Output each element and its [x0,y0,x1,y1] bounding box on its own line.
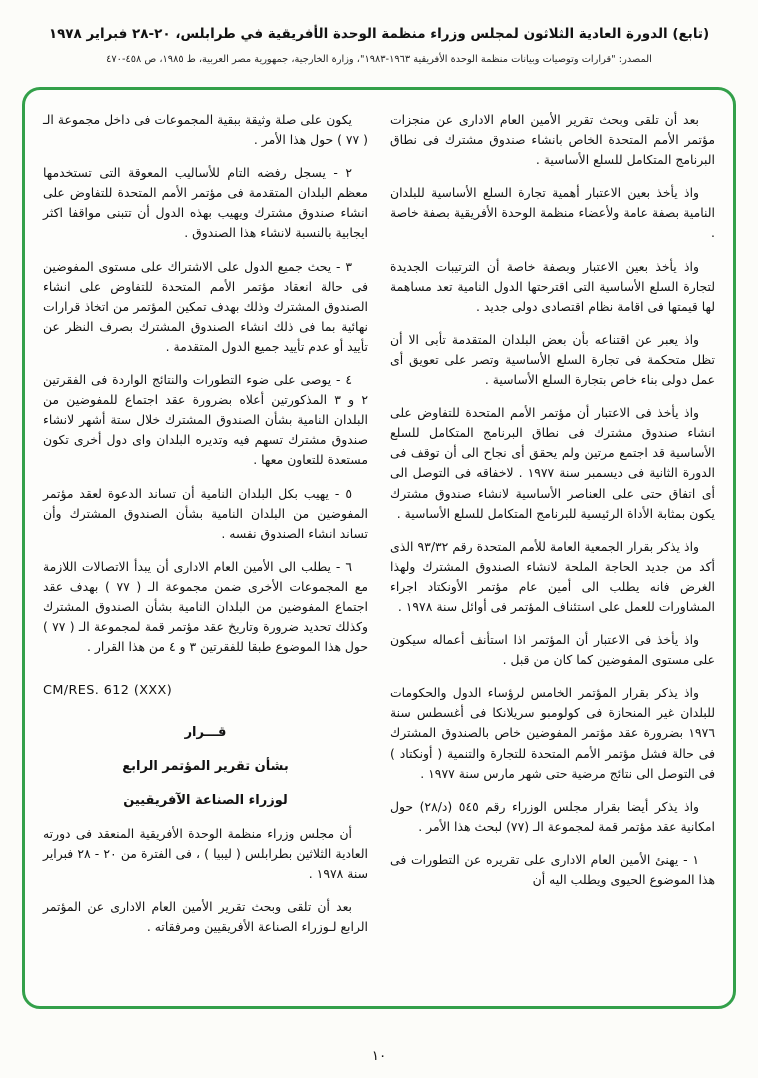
paragraph: واذ يأخذ بعين الاعتبار أهمية تجارة السلع الأساسية للبلدان النامية بصفة عامة ولأعضاء منظمة الوحدة الأفريقية بصفة خاصة . [390,185,715,241]
resolution-subheading: لوزراء الصناعة الآفريقيين [123,793,288,809]
paragraph: بعد أن تلقى وبحث تقرير الأمين العام الادارى عن منجزات مؤتمر الأمم المتحدة الخاص بانشاء صندوق مشترك فى نطاق البرنامج المتكامل للسلع الأساسية . [390,112,715,168]
header-title: (تابع) الدورة العادية الثلاثون لمجلس وزراء منظمة الوحدة الأفريقية في طرابلس، ٢٠-٢٨ فبراير ١٩٧٨ [48,26,710,42]
paragraph: ٣ - يحث جميع الدول على الاشتراك على مستوى المفوضين فى حالة انعقاد مؤتمر الأمم المتحدة للتفاوض على انشاء الصندوق المشترك وذلك بهدف تمكين المؤتمر من اتخاذ قرارات نهائية بما فى ذلك انشاء الصندوق المشترك بصرف النظر عن تأييد أو عدم تأييد جميع الدول المتقدمة . [43,258,368,354]
resolution-heading: قـــرار [184,724,227,740]
paragraph: واذ يعبر عن اقتناعه بأن بعض البلدان المتقدمة تأبى الا أن تظل متحكمة فى تجارة السلع الأساسية وتصر على تعويق أى عمل دولى بناء خاص بتجارة السلع الأساسية . [390,331,715,388]
column-left [43,110,368,994]
paragraph: ٢ - يسجل رفضه التام للأساليب المعوقة التى تستخدمها معظم البلدان المتقدمة فى مؤتمر الأمم المتحدة للتفاوض على انشاء صندوق مشترك ويهيب بهذه الدول أن تتبنى مواقفا اكثر ايجابية بالنسبة لانشاء هذا الصندوق . [43,165,368,241]
paragraph: ٥ - يهيب بكل البلدان النامية أن تساند الدعوة لعقد مؤتمر المفوضين من البلدان النامية بشأن الصندوق المشترك وأن تساند انشاء الصندوق نفسه . [43,485,368,541]
paragraph: واذ يأخذ فى الاعتبار أن مؤتمر الأمم المتحدة للتفاوض على انشاء صندوق مشترك فى نطاق البرنامج المتكامل للسلع الأساسية قد اجتمع مرتين ولم يحقق أى نجاح الى أن توقف فى الدورة الثانية فى ديسمبر سنة ١٩٧٧ . لاخفاقه فى التوصل الى أى اتفاق حتى على العناصر الأساسية لانشاء صندوق مشترك يكون بمثابة الأداة الرئيسية للبرنامج المتكامل للسلع الأساسية . [390,405,715,521]
paragraph: واذ يأخذ فى الاعتبار أن المؤتمر اذا استأنف أعماله سيكون على مستوى المفوضين كما كان من قبل . [390,632,715,668]
paragraph: واذ يذكر أيضا بقرار مجلس الوزراء رقم ٥٤٥ (د/٢٨) حول امكانية عقد مؤتمر قمة لمجموعة الـ (٧٧) لبحث هذا الأمر . [390,798,715,834]
paragraph: واذ يأخذ بعين الاعتبار وبصفة خاصة أن الترتيبات الجديدة لتجارة السلع الأساسية التى اقترحتها الدول النامية تعد مساهمة لها قيمتها فى اقامة نظام اقتصادى دولى جديد . [390,258,715,314]
header-source: المصدر: "قرارات وتوصيات وبيانات منظمة الوحدة الأفريقية ١٩٦٣-١٩٨٣"، وزارة الخارجية، جمهورية مصر العربية، ط ١٩٨٥، ص ٤٥٨-٤٧٠ [106,54,652,65]
paragraph: ١ - يهنئ الأمين العام الادارى على تقريره عن التطورات فى هذا الموضوع الحيوى ويطلب اليه أن [390,851,715,887]
paragraph: يكون على صلة وثيقة ببقية المجموعات فى داخل مجموعة الـ ( ٧٧ ) حول هذا الأمر . [43,112,368,148]
column-right [390,110,715,994]
paragraph: ٤ - يوصى على ضوء التطورات والنتائج الواردة فى الفقرتين ٢ و ٣ المذكورتين أعلاه بضرورة عقد اجتماع للمفوضين من البلدان النامية بشأن الصندوق المشترك خلال ستة أشهر لانشاء صندوق مشترك تسهم فيه وتديره البلدان واى دول أخرى تكون مستعدة للتعاون معها . [43,372,368,468]
document-header [0,26,758,65]
paragraph: واذ يذكر بقرار المؤتمر الخامس لرؤساء الدول والحكومات للبلدان غير المنحازة فى كولومبو سريلانكا فى أغسطس سنة ١٩٧٦ بضرورة عقد مؤتمر المفوضين خاص بالصندوق المشترك فى حالة فشل مؤتمر الأمم المتحدة للتجارة والتنمية ( أونكتاد ) فى التوصل الى نتائج مرضية حتى شهر مارس سنة ١٩٧٧ . [390,685,715,781]
page-number: ١٠ [371,1048,387,1064]
paragraph: واذ يذكر بقرار الجمعية العامة للأمم المتحدة رقم ٩٣/٣٢ الذى أكد من جديد الحاجة الملحة لانشاء الصندوق المشترك ولهذا الغرض فانه يطلب الى أمين عام مؤتمر الأونكتاد اجراء المشاورات للعمل على استئناف المؤتمر فى أوائل سنة ١٩٧٨ . [390,538,715,614]
paragraph: أن مجلس وزراء منظمة الوحدة الأفريقية المنعقد فى دورته العادية الثلاثين بطرابلس ( ليبيا ) ، فى الفترة من ٢٠ - ٢٨ فبراير سنة ١٩٧٨ . [43,826,369,882]
paragraph: ٦ - يطلب الى الأمين العام الادارى أن يبدأ الاتصالات اللازمة مع المجموعات الأخرى ضمن مجموعة الـ ( ٧٧ ) بهدف عقد اجتماع المفوضين من البلدان النامية بشأن الصندوق المشترك وكذلك تحديد ضرورة وتاريخ عقد مؤتمر قمة لمجموعة الـ ( ٧٧ ) حول هذا الموضوع طبقا للفقرتين ٣ و ٤ من هذا القرار . [43,558,368,655]
resolution-subheading: بشأن تقرير المؤتمر الرابع [122,759,289,775]
paragraph: بعد أن تلقى وبحث تقرير الأمين العام الادارى عن المؤتمر الرابع لـوزراء الصناعة الأفريقيين ومرفقاته . [43,899,368,935]
content-frame [22,87,736,1009]
resolution-number: CM/RES. 612 (XXX) [43,683,173,699]
